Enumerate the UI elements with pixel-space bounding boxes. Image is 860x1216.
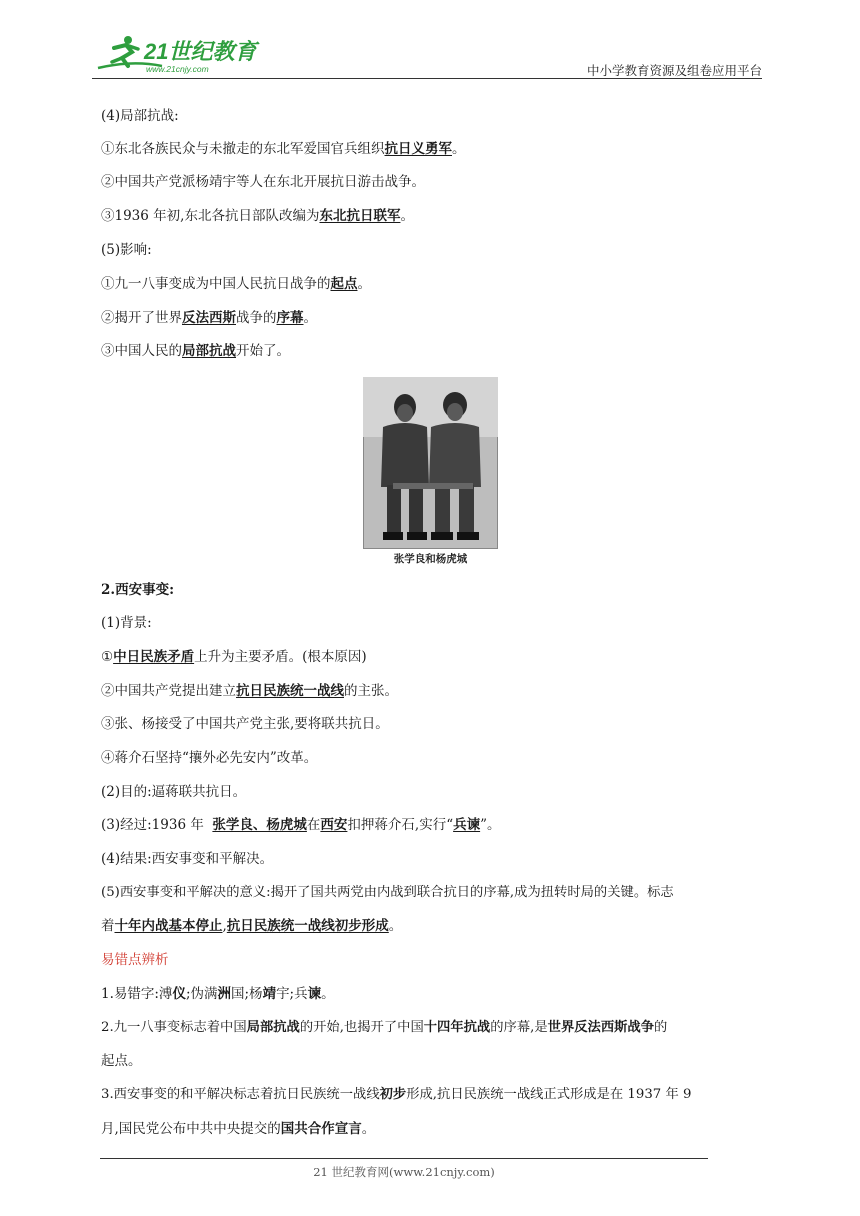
- svg-text:21世纪教育: 21世纪教育: [144, 39, 257, 64]
- section-heading: 2.西安事变:: [101, 582, 175, 598]
- paragraph-line: ④蒋介石坚持“攘外必先安内”改革。: [101, 750, 318, 766]
- paragraph-line: ②中国共产党派杨靖宇等人在东北开展抗日游击战争。: [101, 174, 425, 190]
- error-item: 3.西安事变的和平解决标志着抗日民族统一战线初步形成,抗日民族统一战线正式形成是在 1937 年 9: [101, 1087, 692, 1102]
- svg-text:www.21cnjy.com: www.21cnjy.com: [146, 64, 209, 74]
- error-item-cont: 起点。: [101, 1053, 142, 1069]
- paragraph-line: (5)西安事变和平解决的意义:揭开了国共两党由内战到联合抗日的序幕,成为扭转时局的关键。标志: [101, 885, 674, 900]
- error-item: 1.易错字:溥仪;伪满洲国;杨靖宇;兵谏。: [101, 986, 335, 1002]
- site-logo: [92, 32, 262, 76]
- paragraph-line: ①东北各族民众与未撤走的东北军爱国官兵组织抗日义勇军。: [101, 141, 466, 157]
- paragraph-line: ②揭开了世界反法西斯战争的序幕。: [101, 310, 317, 326]
- errors-heading: 易错点辨析: [101, 952, 169, 968]
- header-divider: [92, 78, 762, 79]
- error-item: 2.九一八事变标志着中国局部抗战的开始,也揭开了中国十四年抗战的序幕,是世界反法西斯战争的: [101, 1020, 668, 1035]
- paragraph-line: ③1936 年初,东北各抗日部队改编为东北抗日联军。: [101, 208, 414, 224]
- photo-caption: 张学良和杨虎城: [393, 553, 468, 565]
- platform-label: 中小学教育资源及组卷应用平台: [586, 63, 762, 78]
- historical-photo: [363, 377, 498, 567]
- paragraph-line: ②中国共产党提出建立抗日民族统一战线的主张。: [101, 683, 398, 699]
- section-title: (4)局部抗战:: [101, 108, 179, 124]
- paragraph-line: 着十年内战基本停止,抗日民族统一战线初步形成。: [101, 918, 403, 934]
- paragraph-line: ①九一八事变成为中国人民抗日战争的起点。: [101, 276, 371, 292]
- paragraph-line: ③张、杨接受了中国共产党主张,要将联共抗日。: [101, 716, 389, 732]
- footer-divider: [100, 1158, 708, 1159]
- footer-text: 21 世纪教育网(www.21cnjy.com): [313, 1165, 495, 1179]
- paragraph-line: (3)经过:1936 年 张学良、杨虎城在西安扣押蒋介石,实行“兵谏”。: [101, 817, 501, 833]
- paragraph-line: ①中日民族矛盾上升为主要矛盾。(根本原因): [101, 649, 367, 665]
- page-header: [92, 28, 762, 80]
- paragraph-line: ③中国人民的局部抗战开始了。: [101, 343, 290, 359]
- paragraph-line: (2)目的:逼蒋联共抗日。: [101, 784, 247, 800]
- error-item-cont: 月,国民党公布中共中央提交的国共合作宣言。: [101, 1121, 376, 1137]
- photo-image: [363, 377, 498, 549]
- section-title: (5)影响:: [101, 242, 152, 258]
- paragraph-line: (4)结果:西安事变和平解决。: [101, 851, 274, 867]
- section-title: (1)背景:: [101, 615, 152, 631]
